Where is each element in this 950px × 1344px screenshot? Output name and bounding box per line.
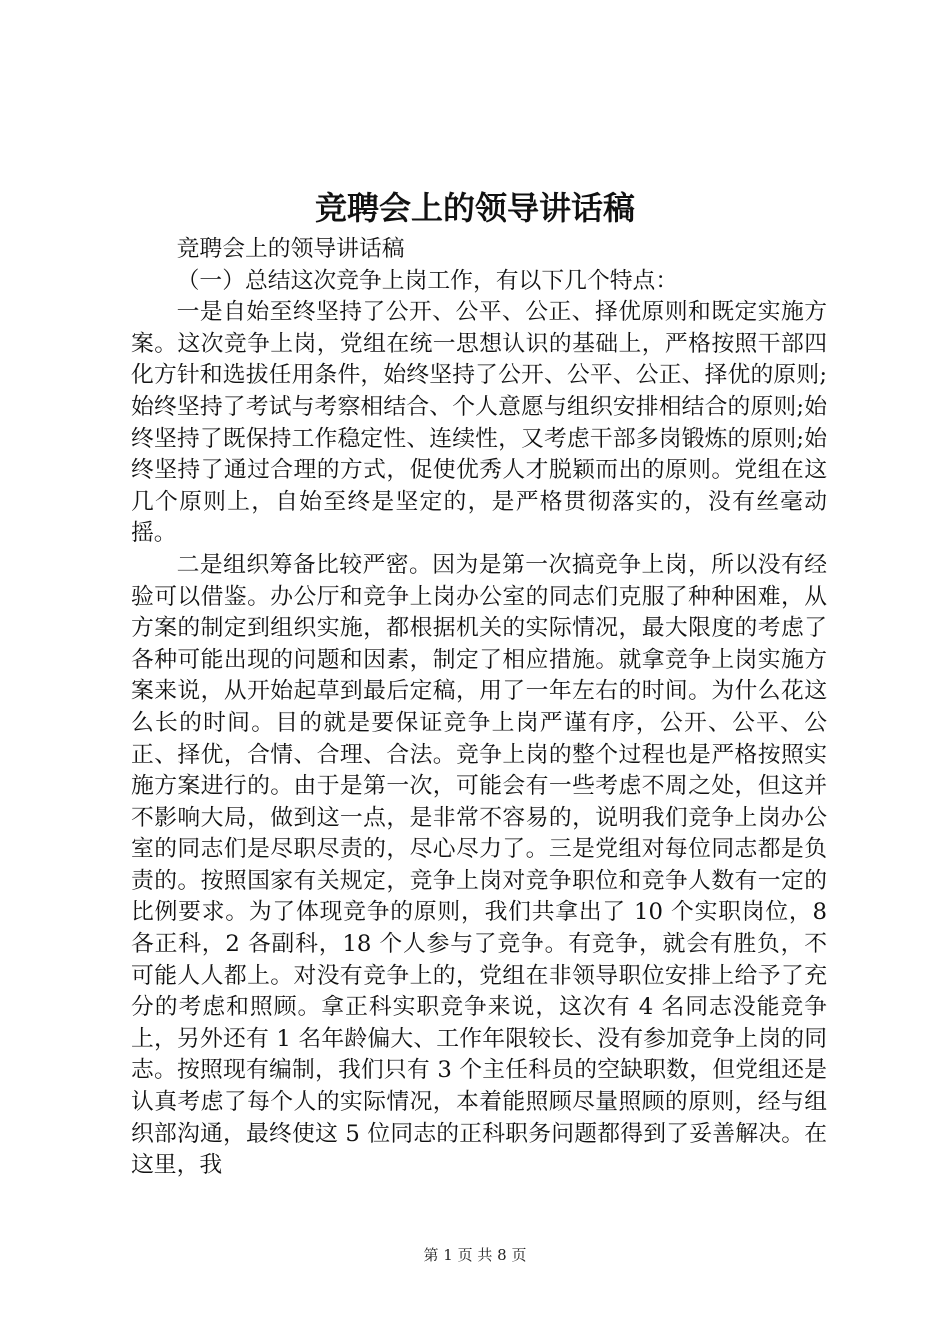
- body-paragraph-1: 一是自始至终坚持了公开、公平、公正、择优原则和既定实施方案。这次竞争上岗，党组在统一思想认识的基础上，严格按照干部四化方针和选拔任用条件，始终坚持了公开、公平、公正、择优的原则;始终坚持了考试与考察相结合、个人意愿与组织安排相结合的原则;始终坚持了既保持工作稳定性、连续性，又考虑干部多岗锻炼的原则;始终坚持了通过合理的方式，促使优秀人才脱颖而出的原则。党组在这几个原则上，自始至终是坚定的，是严格贯彻落实的，没有丝毫动摇。: [131, 299, 827, 547]
- body-paragraph-2: 二是组织筹备比较严密。因为是第一次搞竞争上岗，所以没有经验可以借鉴。办公厅和竞争上岗办公室的同志们克服了种种困难，从方案的制定到组织实施，都根据机关的实际情况，最大限度的考虑了各种可能出现的问题和因素，制定了相应措施。就拿竞争上岗实施方案来说，从开始起草到最后定稿，用了一年左右的时间。为什么花这么长的时间。目的就是要保证竞争上岗严谨有序，公开、公平、公正、择优，合情、合理、合法。竞争上岗的整个过程也是严格按照实施方案进行的。由于是第一次，可能会有一些考虑不周之处，但这并不影响大局，做到这一点，是非常不容易的，说明我们竞争上岗办公室的同志们是尽职尽责的，尽心尽力了。三是党组对每位同志都是负责的。按照国家有关规定，竞争上岗对竞争职位和竞争人数有一定的比例要求。为了体现竞争的原则，我们共拿出了 10 个实职岗位，8 各正科，2 各副科，18 个人参与了竞争。有竞争，就会有胜负，不可能人人都上。对没有竞争上的，党组在非领导职位安排上给予了充分的考虑和照顾。拿正科实职竞争来说，这次有 4 名同志没能竞争上，另外还有 1 名年龄偏大、工作年限较长、没有参加竞争上岗的同志。按照现有编制，我们只有 3 个主任科员的空缺职数，但党组还是认真考虑了每个人的实际情况，本着能照顾尽量照顾的原则，经与组织部沟通，最终使这 5 位同志的正科职务问题都得到了妥善解决。在这里，我: [131, 551, 827, 1179]
- document-title: 竞聘会上的领导讲话稿: [314, 189, 635, 227]
- page-number-footer: 第 1 页 共 8 页: [423, 1246, 527, 1264]
- document-body: [131, 234, 827, 1182]
- section-heading-paragraph: （一）总结这次竞争上岗工作，有以下几个特点：: [176, 267, 679, 294]
- subtitle-paragraph: 竞聘会上的领导讲话稿: [176, 236, 405, 262]
